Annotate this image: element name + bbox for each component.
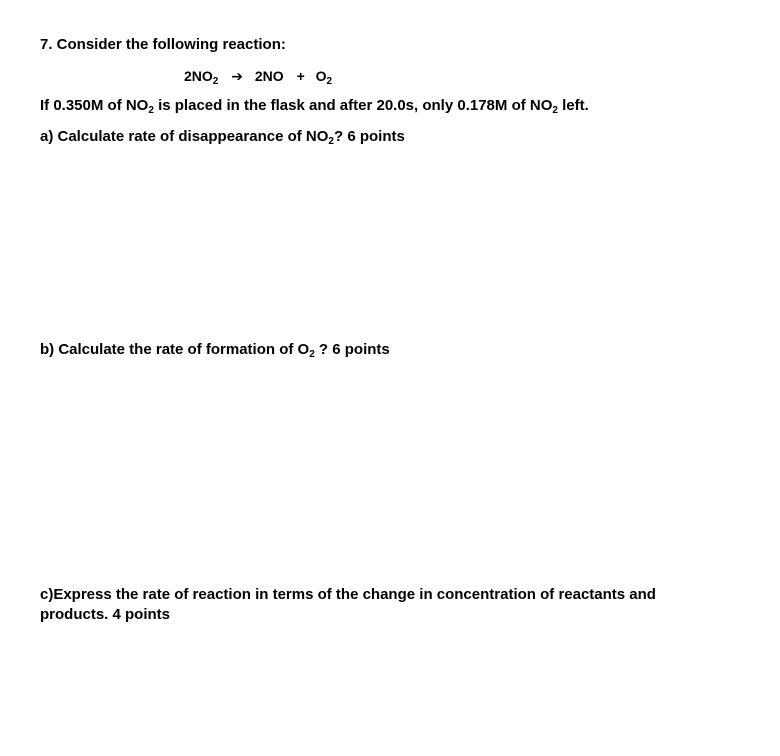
given-subscript-2: 2 <box>552 105 558 116</box>
part-b-tail: ? 6 points <box>314 341 390 358</box>
product-no: 2NO <box>254 68 284 84</box>
part-b-text: b) Calculate the rate of formation of O <box>40 341 310 358</box>
given-text-2: is placed in the flask and after 20.0s, only 0.178M of NO <box>153 97 553 114</box>
part-a-subscript: 2 <box>328 136 334 147</box>
given-conditions <box>40 97 589 117</box>
reaction-arrow-icon: ➔ <box>231 68 243 84</box>
reactant: 2NO <box>184 68 213 84</box>
given-subscript-1: 2 <box>148 105 154 116</box>
reaction-equation <box>184 67 332 88</box>
part-a-text: a) Calculate rate of disappearance of NO <box>40 128 329 145</box>
part-c-question-line-1: c)Express the rate of reaction in terms of the change in concentration of reactants and <box>40 586 656 603</box>
reactant-subscript: 2 <box>212 76 219 87</box>
part-b-question <box>40 341 390 361</box>
question-heading: 7. Consider the following reaction: <box>40 36 286 53</box>
product-o2: O <box>315 68 327 84</box>
part-a-tail: ? 6 points <box>333 128 405 145</box>
part-a-question <box>40 128 405 148</box>
given-text-3: left. <box>557 97 589 114</box>
plus-sign: + <box>296 68 305 84</box>
part-c-question-line-2: products. 4 points <box>40 606 171 623</box>
part-b-subscript: 2 <box>309 349 315 360</box>
product-o2-subscript: 2 <box>326 76 333 87</box>
given-text-1: If 0.350M of NO <box>40 97 149 114</box>
